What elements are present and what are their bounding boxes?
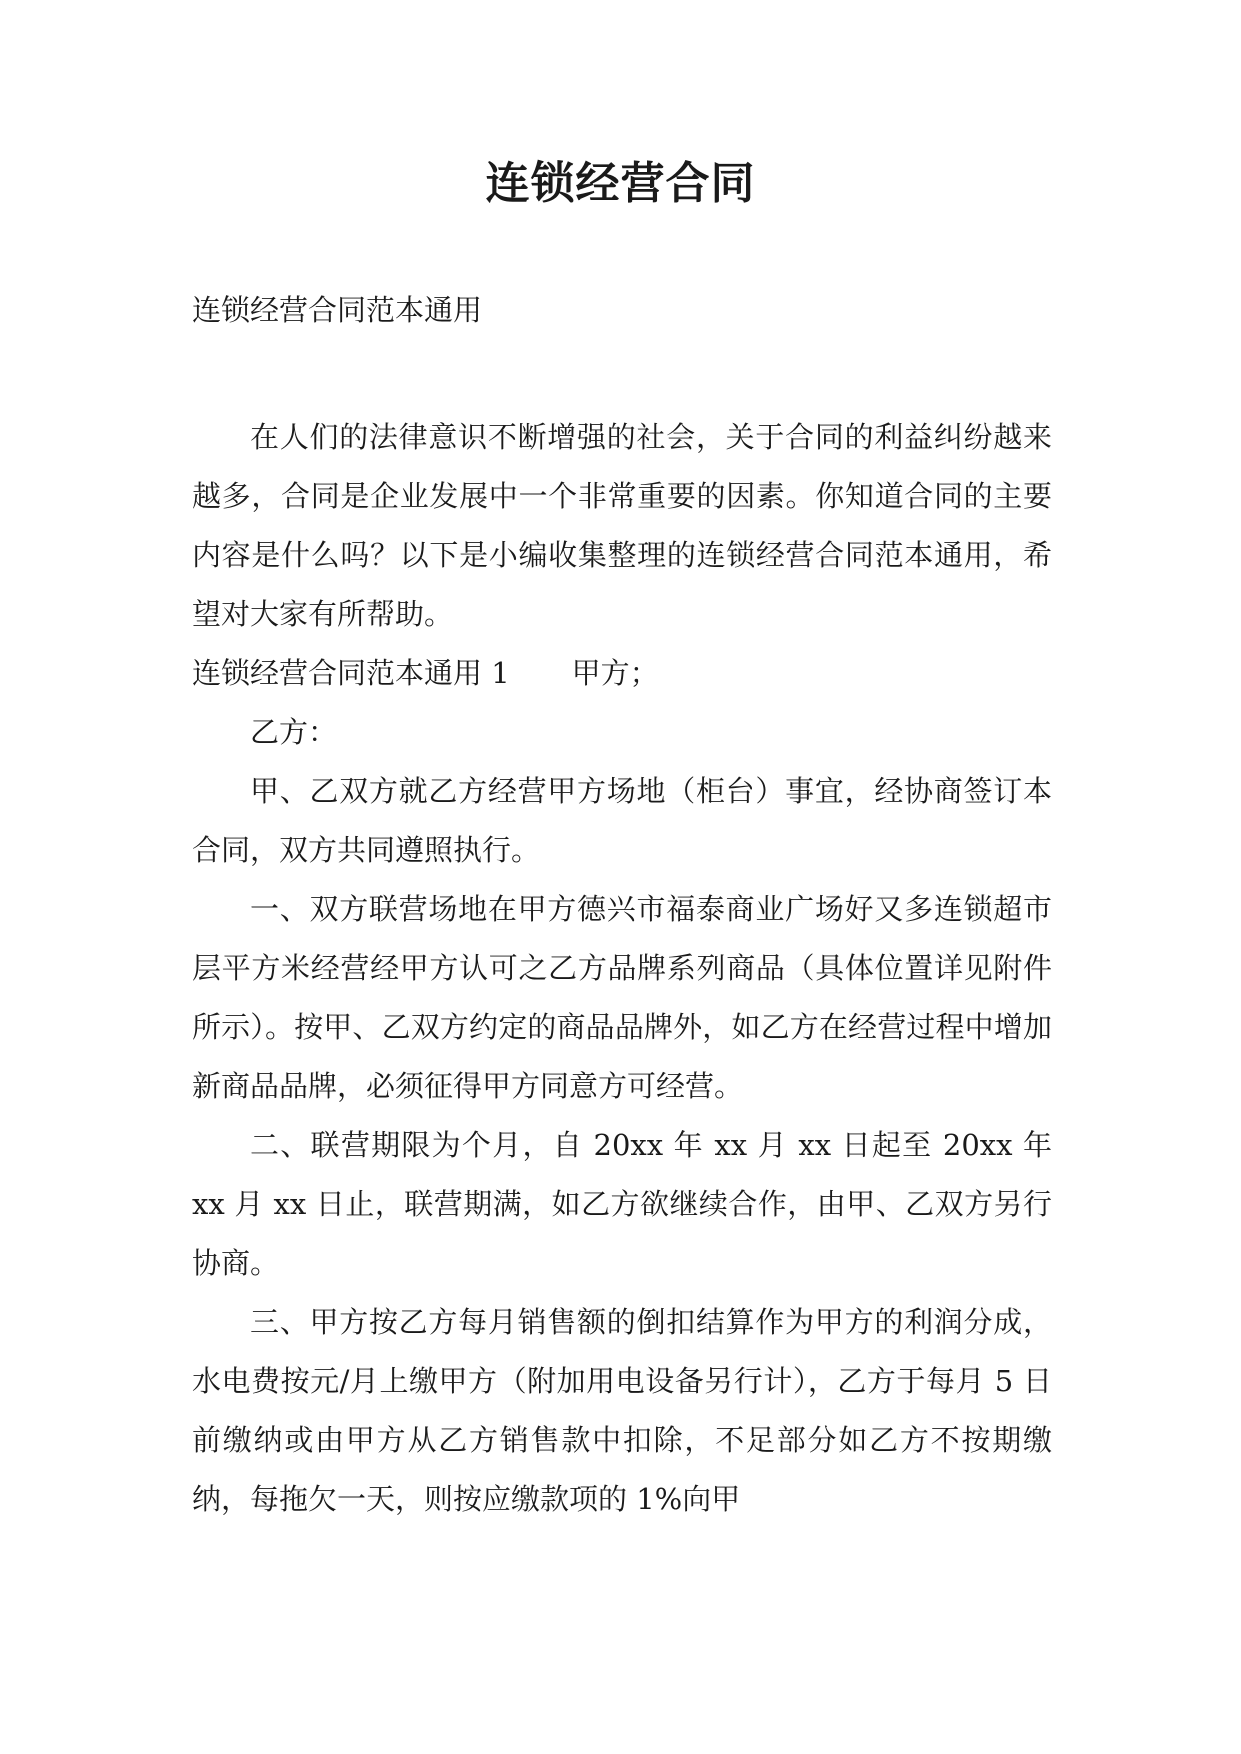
clause-paragraph-2: 二、联营期限为个月，自 20xx 年 xx 月 xx 日起至 20xx 年 xx 月 xx 日止，联营期满，如乙方欲继续合作，由甲、乙双方另行协商。	[192, 1128, 1052, 1280]
section-heading-line	[192, 644, 1052, 703]
clause-paragraph-3: 三、甲方按乙方每月销售额的倒扣结算作为甲方的利润分成，水电费按元/月上缴甲方（附加用电设备另行计），乙方于每月 5 日前缴纳或由甲方从乙方销售款中扣除，不足部分如乙方不按期缴纳，每拖欠一天，则按应缴款项的 1%向甲	[192, 1305, 1052, 1516]
party-a-label: 甲方；	[571, 656, 659, 690]
party-b-label: 乙方：	[250, 715, 338, 749]
clause-paragraph-1: 一、双方联营场地在甲方德兴市福泰商业广场好又多连锁超市层平方米经营经甲方认可之乙方品牌系列商品（具体位置详见附件所示）。按甲、乙双方约定的商品品牌外，如乙方在经营过程中增加新商品品牌，必须征得甲方同意方可经营。	[192, 892, 1052, 1103]
document-body	[192, 408, 1052, 1529]
section-heading: 连锁经营合同范本通用 1	[192, 656, 510, 690]
intro-paragraph: 在人们的法律意识不断增强的社会，关于合同的利益纠纷越来越多，合同是企业发展中一个非常重要的因素。你知道合同的主要内容是什么吗？以下是小编收集整理的连锁经营合同范本通用，希望对大家有所帮助。	[192, 420, 1052, 631]
document-subtitle: 连锁经营合同范本通用	[192, 293, 483, 327]
document-title: 连锁经营合同	[485, 158, 756, 209]
clause-paragraph-preamble: 甲、乙双方就乙方经营甲方场地（柜台）事宜，经协商签订本合同，双方共同遵照执行。	[192, 774, 1052, 867]
